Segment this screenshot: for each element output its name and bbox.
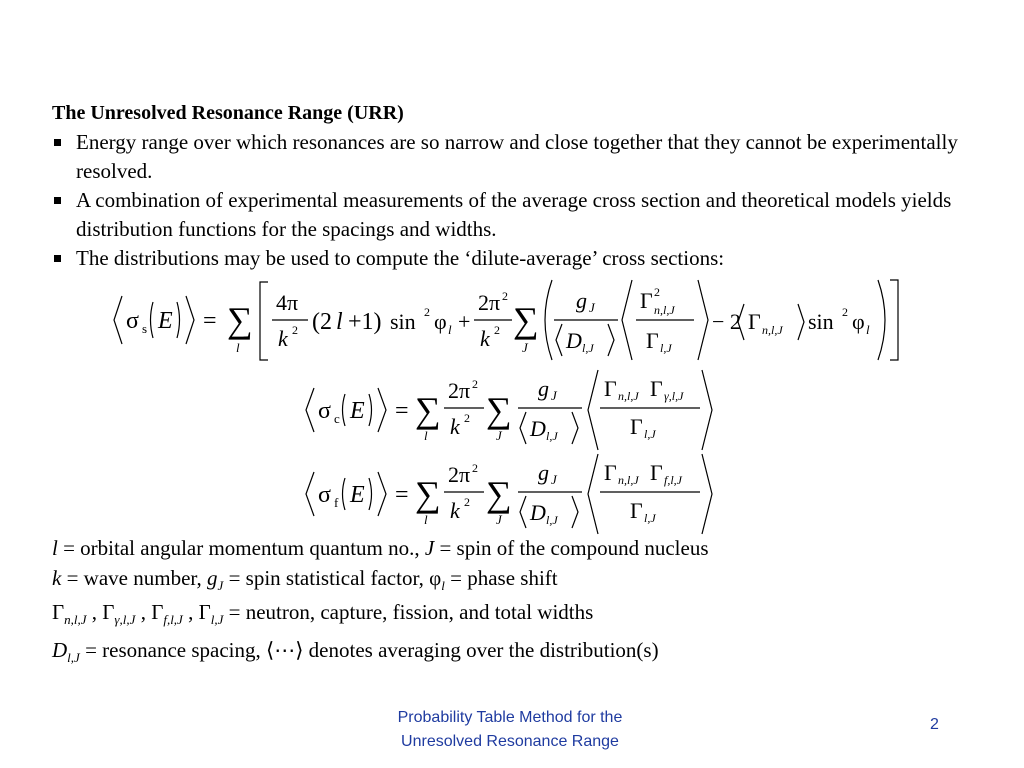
svg-text:=: = xyxy=(395,482,409,508)
svg-text:Γ: Γ xyxy=(630,414,643,439)
definition-line: l = orbital angular momentum quantum no., J = spin of the compound nucleus xyxy=(52,536,709,560)
bullet-item xyxy=(52,186,982,244)
slide-footer xyxy=(340,706,680,754)
svg-text:∑: ∑ xyxy=(486,390,512,430)
definition-line: k = wave number, $g_J$ = spin statistical factor, $\varphi_l$ = phase shift xyxy=(52,566,558,593)
svg-text:=: = xyxy=(395,398,409,424)
svg-text:∑: ∑ xyxy=(415,474,441,514)
definition-line: $D_{l,J}$ = resonance spacing, ⟨⋯⟩ denotes averaging over the distribution(s) xyxy=(52,638,659,665)
svg-text:c: c xyxy=(334,411,340,426)
svg-text:D: D xyxy=(566,328,582,353)
svg-text:Γ: Γ xyxy=(650,376,663,401)
bullet-text: A combination of experimental measurements of the average cross section and theoretical models yields distribution functions for the spacings and widths. xyxy=(76,188,952,241)
svg-text:∑: ∑ xyxy=(513,300,539,340)
svg-text:J: J xyxy=(496,512,502,527)
svg-text:∑: ∑ xyxy=(227,300,253,340)
svg-text:Γ: Γ xyxy=(630,498,643,523)
svg-text:J: J xyxy=(551,388,557,403)
svg-text:σ: σ xyxy=(318,482,331,508)
svg-text:D: D xyxy=(530,416,546,441)
bullet-text: The distributions may be used to compute the ‘dilute-average’ cross sections: xyxy=(76,246,725,270)
svg-text:∑: ∑ xyxy=(415,390,441,430)
svg-text:l: l xyxy=(236,340,240,355)
svg-text:J: J xyxy=(522,340,528,355)
svg-text:k: k xyxy=(450,414,460,439)
svg-text:2: 2 xyxy=(424,305,430,319)
square-bullet-icon xyxy=(54,255,61,262)
svg-text:+1): +1) xyxy=(348,309,382,335)
svg-text:2: 2 xyxy=(502,289,508,303)
svg-text:Γ: Γ xyxy=(604,376,617,401)
svg-text:l: l xyxy=(448,322,452,337)
svg-text:l: l xyxy=(336,309,343,335)
svg-text:σ: σ xyxy=(318,398,331,424)
svg-text:k: k xyxy=(450,498,460,523)
svg-text:+: + xyxy=(458,309,471,334)
svg-text:f,l,J: f,l,J xyxy=(664,473,682,487)
svg-text:φ: φ xyxy=(852,309,865,334)
svg-text:2π: 2π xyxy=(448,378,471,403)
svg-text:k: k xyxy=(278,326,288,351)
svg-text:2: 2 xyxy=(464,411,470,425)
svg-text:2: 2 xyxy=(292,323,298,337)
svg-text:l,J: l,J xyxy=(644,511,656,525)
svg-text:E: E xyxy=(350,398,365,424)
svg-text:Γ: Γ xyxy=(650,460,663,485)
svg-text:E: E xyxy=(158,308,173,334)
svg-text:sin: sin xyxy=(390,309,416,334)
slide-heading: The Unresolved Resonance Range (URR) xyxy=(52,102,404,124)
svg-text:l,J: l,J xyxy=(546,429,558,443)
svg-text:Γ: Γ xyxy=(748,309,761,334)
svg-text:n,l,J: n,l,J xyxy=(654,303,675,317)
svg-text:n,l,J: n,l,J xyxy=(762,323,783,337)
bullet-text: Energy range over which resonances are so narrow and close together that they cannot be experimentally resolved. xyxy=(76,130,958,183)
svg-text:2: 2 xyxy=(842,305,848,319)
svg-text:f: f xyxy=(334,495,339,510)
equation-scatter xyxy=(108,272,908,368)
svg-text:Γ: Γ xyxy=(604,460,617,485)
footer-line: Probability Table Method for the xyxy=(397,709,623,726)
svg-text:J: J xyxy=(589,300,595,315)
svg-text:g: g xyxy=(576,288,587,313)
footer-line: Unresolved Resonance Range xyxy=(401,733,619,750)
svg-text:J: J xyxy=(551,472,557,487)
svg-text:g: g xyxy=(538,460,549,485)
svg-text:2: 2 xyxy=(494,323,500,337)
svg-text:l,J: l,J xyxy=(546,513,558,527)
svg-text:l: l xyxy=(424,512,428,527)
svg-text:γ,l,J: γ,l,J xyxy=(664,389,684,403)
svg-text:2: 2 xyxy=(472,461,478,475)
svg-text:2: 2 xyxy=(464,495,470,509)
svg-text:n,l,J: n,l,J xyxy=(618,473,639,487)
svg-text:D: D xyxy=(530,500,546,525)
equation-capture xyxy=(300,368,720,452)
svg-text:4π: 4π xyxy=(276,290,299,315)
svg-text:σ: σ xyxy=(126,308,139,334)
svg-text:E: E xyxy=(350,482,365,508)
svg-text:k: k xyxy=(480,326,490,351)
svg-text:n,l,J: n,l,J xyxy=(618,389,639,403)
svg-text:=: = xyxy=(203,308,217,334)
svg-text:φ: φ xyxy=(434,309,447,334)
svg-text:2: 2 xyxy=(654,285,660,299)
svg-text:l,J: l,J xyxy=(582,341,594,355)
svg-text:sin: sin xyxy=(808,309,834,334)
bullet-list xyxy=(52,128,982,273)
square-bullet-icon xyxy=(54,197,61,204)
svg-text:J: J xyxy=(496,428,502,443)
svg-text:g: g xyxy=(538,376,549,401)
svg-text:− 2: − 2 xyxy=(712,309,741,334)
bullet-item xyxy=(52,128,982,186)
svg-text:Γ: Γ xyxy=(646,328,659,353)
svg-text:2π: 2π xyxy=(448,462,471,487)
svg-text:l,J: l,J xyxy=(644,427,656,441)
equation-fission xyxy=(300,452,720,536)
square-bullet-icon xyxy=(54,139,61,146)
svg-text:2: 2 xyxy=(472,377,478,391)
svg-text:l: l xyxy=(866,322,870,337)
svg-text:l,J: l,J xyxy=(660,341,672,355)
bullet-item xyxy=(52,244,982,273)
definition-line: $\Gamma_{n,l,J}$ , $\Gamma_{\gamma,l,J}$ , $\Gamma_{f,l,J}$ , $\Gamma_{l,J}$ = neutron, capture, fission, and total widths xyxy=(52,600,594,627)
page-number: 2 xyxy=(930,716,939,733)
svg-text:∑: ∑ xyxy=(486,474,512,514)
svg-text:s: s xyxy=(142,321,148,336)
svg-text:2π: 2π xyxy=(478,290,501,315)
svg-text:Γ: Γ xyxy=(640,288,653,313)
svg-text:l: l xyxy=(424,428,428,443)
svg-text:(2: (2 xyxy=(312,309,332,335)
